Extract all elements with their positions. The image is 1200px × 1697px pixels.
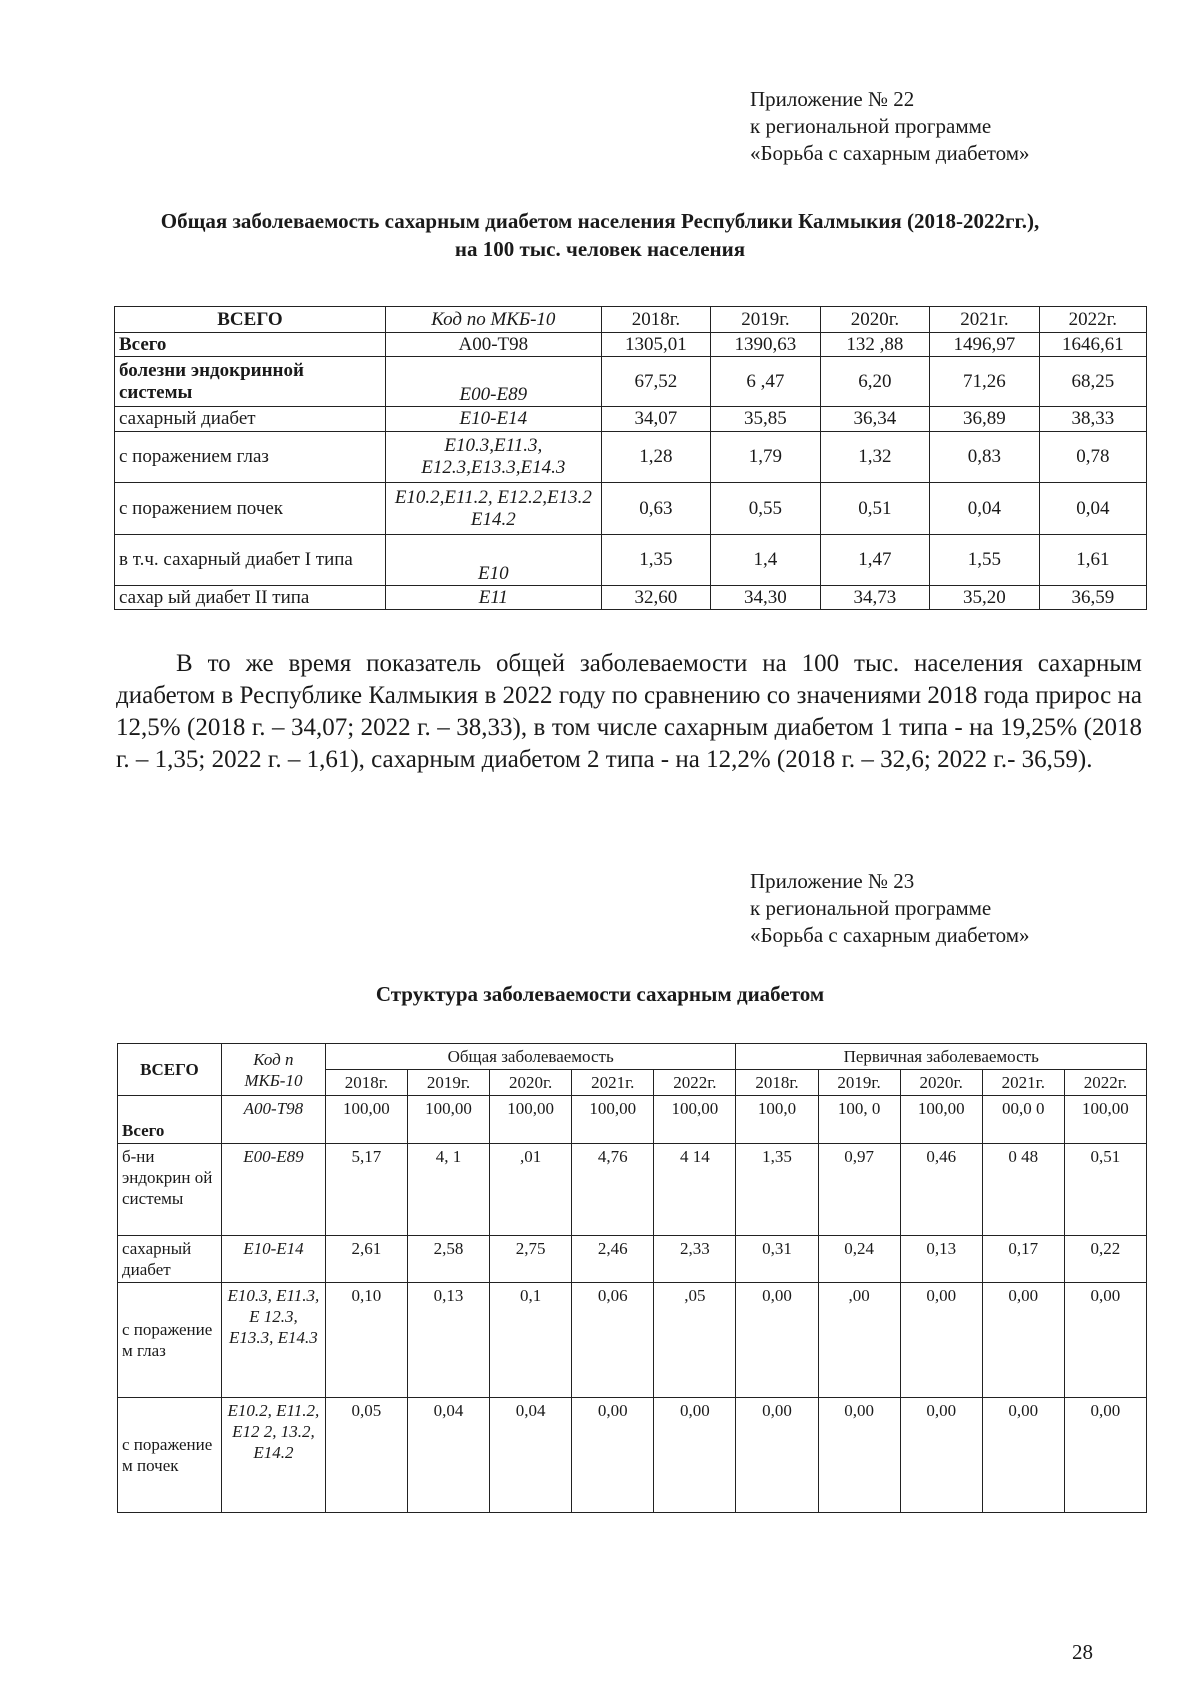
year-cell: 2019г. — [407, 1070, 489, 1096]
row-code: А00-Т98 — [221, 1096, 325, 1144]
row-label: сахар ый диабет II типа — [115, 586, 386, 610]
cell-value: ,05 — [654, 1283, 736, 1398]
row-label: с поражением глаз — [115, 432, 386, 483]
cell-value: 0,06 — [572, 1283, 654, 1398]
year-cell: 2020г. — [490, 1070, 572, 1096]
cell-value: 0,00 — [572, 1398, 654, 1513]
cell-value: 0,00 — [982, 1398, 1064, 1513]
table-row — [115, 483, 1147, 535]
cell-value: 132 ,88 — [820, 333, 930, 357]
table-1-title-line-2: на 100 тыс. человек населения — [454, 237, 746, 261]
row-label: болезни эндокринной системы — [115, 357, 386, 407]
row-code: Е00-Е89 — [385, 357, 601, 407]
year-cell: 2021г. — [982, 1070, 1064, 1096]
cell-value: 1496,97 — [930, 333, 1040, 357]
cell-value: 34,30 — [711, 586, 821, 610]
cell-value: 5,17 — [325, 1144, 407, 1236]
table-row — [118, 1096, 1147, 1144]
row-code: Е10-Е14 — [385, 407, 601, 432]
cell-value: 0,63 — [601, 483, 711, 535]
cell-value: 1390,63 — [711, 333, 821, 357]
cell-value: 00,0 0 — [982, 1096, 1064, 1144]
header-cell: 2018г. — [601, 307, 711, 333]
year-cell: 2021г. — [572, 1070, 654, 1096]
table-row — [118, 1398, 1147, 1513]
cell-value: 1,55 — [930, 535, 1040, 586]
cell-value: 1,32 — [820, 432, 930, 483]
year-cell: 2022г. — [1064, 1070, 1146, 1096]
cell-value: 0,13 — [900, 1236, 982, 1283]
cell-value: 0,00 — [982, 1283, 1064, 1398]
table-row — [115, 432, 1147, 483]
cell-value: 0,46 — [900, 1144, 982, 1236]
cell-value: 100, 0 — [818, 1096, 900, 1144]
row-code: Е10 — [385, 535, 601, 586]
cell-value: 1,35 — [601, 535, 711, 586]
cell-value: 2,33 — [654, 1236, 736, 1283]
cell-value: 0,1 — [490, 1283, 572, 1398]
table-row — [118, 1144, 1147, 1236]
table-row — [115, 357, 1147, 407]
row-code: Е00-Е89 — [221, 1144, 325, 1236]
table-header-row — [118, 1044, 1147, 1070]
row-code: А00-Т98 — [385, 333, 601, 357]
cell-value: 1305,01 — [601, 333, 711, 357]
row-code: Е10.3, Е11.3, Е 12.3, Е13.3, Е14.3 — [221, 1283, 325, 1398]
header-cell: Код по МКБ-10 — [385, 307, 601, 333]
cell-value: 32,60 — [601, 586, 711, 610]
cell-value: 36,89 — [930, 407, 1040, 432]
cell-value: 0,04 — [1039, 483, 1146, 535]
cell-value: 0,51 — [820, 483, 930, 535]
cell-value: 0,78 — [1039, 432, 1146, 483]
header-code: Код п МКБ-10 — [221, 1044, 325, 1096]
cell-value: 0,00 — [900, 1398, 982, 1513]
year-cell: 2018г. — [325, 1070, 407, 1096]
row-label: с поражение м глаз — [118, 1283, 222, 1398]
header-primary-incidence: Первичная заболеваемость — [736, 1044, 1147, 1070]
cell-value: 0,00 — [1064, 1283, 1146, 1398]
structure-table — [117, 1043, 1147, 1513]
cell-value: 4 14 — [654, 1144, 736, 1236]
cell-value: 0,00 — [900, 1283, 982, 1398]
cell-value: 1,61 — [1039, 535, 1146, 586]
appendix-22-header — [750, 86, 1030, 167]
table-row — [115, 407, 1147, 432]
cell-value: 0,83 — [930, 432, 1040, 483]
appendix-23-number: Приложение № 23 — [750, 869, 915, 893]
row-label: сахарный диабет — [115, 407, 386, 432]
cell-value: 38,33 — [1039, 407, 1146, 432]
header-cell: 2019г. — [711, 307, 821, 333]
cell-value: 0,05 — [325, 1398, 407, 1513]
table-1-title — [60, 207, 1140, 263]
row-label: Всего — [115, 333, 386, 357]
cell-value: 35,20 — [930, 586, 1040, 610]
cell-value: 2,61 — [325, 1236, 407, 1283]
cell-value: 34,07 — [601, 407, 711, 432]
cell-value: 67,52 — [601, 357, 711, 407]
cell-value: 100,00 — [407, 1096, 489, 1144]
cell-value: 100,00 — [572, 1096, 654, 1144]
body-paragraph: В то же время показатель общей заболеваемости на 100 тыс. населения сахарным диабетом в Республике Калмыкия в 2022 году по сравнению со значениями 2018 года прирос на 12,5% (2018 г. – 34,07; 2022 г. – 38,33), в том числе сахарным диабетом 1 типа - на 19,25% (2018 г. – 1,35; 2022 г. – 1,61), сахарным диабетом 2 типа - на 12,2% (2018 г. – 32,6; 2022 г.- 36,59). — [116, 650, 1142, 773]
cell-value: 36,59 — [1039, 586, 1146, 610]
cell-value: 0,00 — [818, 1398, 900, 1513]
row-code: Е10.2, Е11.2, Е12 2, 13.2, Е14.2 — [221, 1398, 325, 1513]
cell-value: 0,10 — [325, 1283, 407, 1398]
cell-value: 0,00 — [654, 1398, 736, 1513]
header-cell: ВСЕГО — [115, 307, 386, 333]
appendix-23-program-name: «Борьба с сахарным диабетом» — [750, 923, 1030, 947]
cell-value: 1,28 — [601, 432, 711, 483]
cell-value: 0,51 — [1064, 1144, 1146, 1236]
cell-value: 0,17 — [982, 1236, 1064, 1283]
cell-value: 0,22 — [1064, 1236, 1146, 1283]
incidence-table — [114, 306, 1147, 610]
cell-value: 2,58 — [407, 1236, 489, 1283]
row-label: б-ни эндокрин ой системы — [118, 1144, 222, 1236]
cell-value: 0,04 — [407, 1398, 489, 1513]
cell-value: 1,79 — [711, 432, 821, 483]
cell-value: 4, 1 — [407, 1144, 489, 1236]
table-row — [115, 333, 1147, 357]
cell-value: 0,00 — [736, 1398, 818, 1513]
cell-value: 0,04 — [930, 483, 1040, 535]
cell-value: 0,04 — [490, 1398, 572, 1513]
row-label: сахарный диабет — [118, 1236, 222, 1283]
page-number: 28 — [1072, 1640, 1093, 1664]
header-cell: 2020г. — [820, 307, 930, 333]
row-code: Е10-Е14 — [221, 1236, 325, 1283]
cell-value: 1,47 — [820, 535, 930, 586]
cell-value: 36,34 — [820, 407, 930, 432]
cell-value: 35,85 — [711, 407, 821, 432]
row-label: Всего — [118, 1096, 222, 1144]
cell-value: 4,76 — [572, 1144, 654, 1236]
table-header-row — [115, 307, 1147, 333]
cell-value: 0,97 — [818, 1144, 900, 1236]
header-all: ВСЕГО — [118, 1044, 222, 1096]
cell-value: 2,46 — [572, 1236, 654, 1283]
cell-value: 1646,61 — [1039, 333, 1146, 357]
cell-value: 2,75 — [490, 1236, 572, 1283]
cell-value: 100,0 — [736, 1096, 818, 1144]
cell-value: 6,20 — [820, 357, 930, 407]
cell-value: 1,4 — [711, 535, 821, 586]
appendix-22-program: к региональной программе — [750, 114, 992, 138]
row-code: Е10.2,Е11.2, Е12.2,Е13.2 Е14.2 — [385, 483, 601, 535]
cell-value: 0,31 — [736, 1236, 818, 1283]
year-cell: 2022г. — [654, 1070, 736, 1096]
row-label: в т.ч. сахарный диабет I типа — [115, 535, 386, 586]
table-row — [115, 586, 1147, 610]
table-row — [118, 1283, 1147, 1398]
cell-value: ,01 — [490, 1144, 572, 1236]
appendix-23-header — [750, 868, 1030, 949]
cell-value: 100,00 — [654, 1096, 736, 1144]
cell-value: 0,55 — [711, 483, 821, 535]
cell-value: 0 48 — [982, 1144, 1064, 1236]
cell-value: 6 ,47 — [711, 357, 821, 407]
appendix-23-program: к региональной программе — [750, 896, 992, 920]
table-2-title: Структура заболеваемости сахарным диабетом — [375, 982, 825, 1006]
table-1-title-line-1: Общая заболеваемость сахарным диабетом населения Республики Калмыкия (2018-2022гг.), — [160, 209, 1040, 233]
cell-value: 0,00 — [1064, 1398, 1146, 1513]
row-code: Е10.3,Е11.3, Е12.3,Е13.3,Е14.3 — [385, 432, 601, 483]
table-row — [118, 1236, 1147, 1283]
cell-value: 100,00 — [490, 1096, 572, 1144]
row-label: с поражение м почек — [118, 1398, 222, 1513]
cell-value: 0,24 — [818, 1236, 900, 1283]
cell-value: 1,35 — [736, 1144, 818, 1236]
cell-value: 34,73 — [820, 586, 930, 610]
appendix-22-number: Приложение № 22 — [750, 87, 915, 111]
year-cell: 2019г. — [818, 1070, 900, 1096]
cell-value: 0,13 — [407, 1283, 489, 1398]
year-cell: 2020г. — [900, 1070, 982, 1096]
row-code: Е11 — [385, 586, 601, 610]
header-cell: 2022г. — [1039, 307, 1146, 333]
cell-value: 0,00 — [736, 1283, 818, 1398]
cell-value: ,00 — [818, 1283, 900, 1398]
cell-value: 100,00 — [900, 1096, 982, 1144]
year-cell: 2018г. — [736, 1070, 818, 1096]
row-label: с поражением почек — [115, 483, 386, 535]
cell-value: 100,00 — [325, 1096, 407, 1144]
cell-value: 100,00 — [1064, 1096, 1146, 1144]
appendix-22-program-name: «Борьба с сахарным диабетом» — [750, 141, 1030, 165]
cell-value: 68,25 — [1039, 357, 1146, 407]
table-row — [115, 535, 1147, 586]
header-general-incidence: Общая заболеваемость — [325, 1044, 736, 1070]
header-cell: 2021г. — [930, 307, 1040, 333]
cell-value: 71,26 — [930, 357, 1040, 407]
